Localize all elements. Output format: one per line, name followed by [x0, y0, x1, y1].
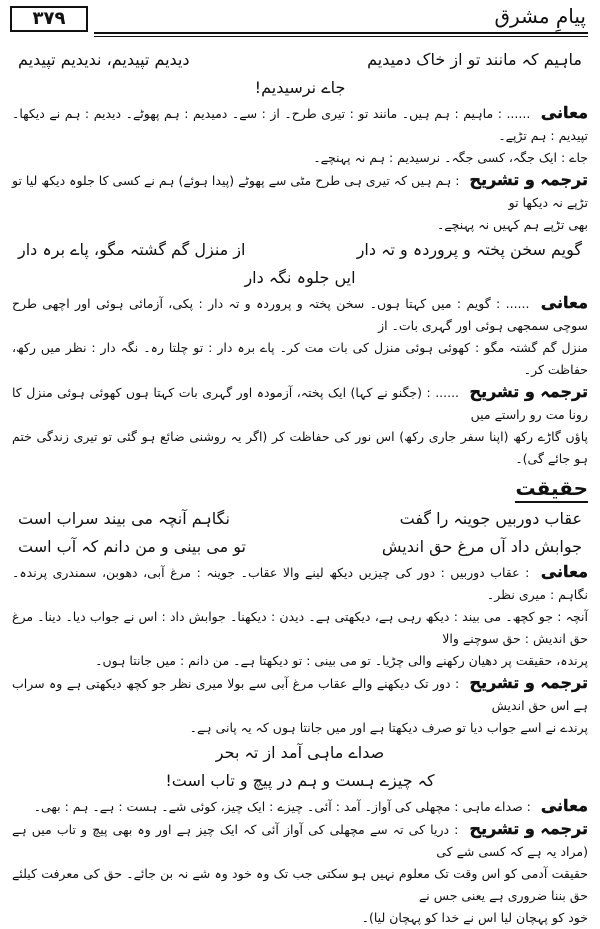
tarjuma-text: : دریا کی تہ سے مچھلی کی آواز آئی کہ ایک چیز ہے اور وہ بھی پیچ و تاب میں ہے (مراد یہ ہے کہ کسی شے کی	[12, 822, 588, 859]
verse-line: صداے ماہی آمد از تہ بحر	[215, 743, 385, 762]
verse-line: ایں جلوہ نگہ دار	[244, 268, 356, 287]
maani-paragraph	[12, 795, 588, 818]
page-header	[10, 2, 588, 42]
verse-line	[12, 46, 588, 74]
tarjuma-text: ...... : (جگنو نے کہا) ایک پختہ، آزمودہ اور گہری بات کہتا ہوں کھوئی ہوئی منزل کا رونا مت رو راستے میں	[12, 385, 588, 422]
tarjuma-continuation: بھی تڑپے ہم کہیں نہ پہنچے۔	[436, 217, 588, 232]
verse-hemistich-right: ماہیم کہ مانند تو از خاک دمیدیم	[367, 50, 582, 69]
tarjuma-text: : دور تک دیکھنے والے عقاب مرغ آبی سے بولا میری نظر جو کچھ دیکھتی ہے وہ سراب ہے اس حق اندیش	[12, 676, 588, 713]
tarjuma-paragraph	[12, 381, 588, 426]
maani-paragraph	[12, 292, 588, 337]
tarjuma-continuation: پاؤں گاڑے رکھ (اپنا سفر جاری رکھ) اس نور کی حفاظت کر (اگر یہ روشنی ضائع ہو گئی تو تیری زندگی ختم ہو جائے گی)۔	[12, 429, 588, 466]
tarjuma-continuation: پرندے نے اسے جواب دیا تو صرف دیکھتا ہے اور میں جانتا ہوں کہ یہ پانی ہے۔	[189, 720, 588, 735]
maani-continuation: جاے : ایک جگہ، کسی جگہ۔ نرسیدیم : ہم نہ پہنچے۔	[313, 150, 588, 165]
page-content	[12, 46, 588, 929]
maani-paragraph	[12, 102, 588, 147]
verse-hemistich-right: عقاب دوربیں جوینہ را گفت	[399, 509, 582, 528]
tarjuma-paragraph	[12, 672, 588, 717]
maani-continuation: آنچہ : جو کچھ۔ می بیند : دیکھ رہی ہے، دیکھتی ہے۔ دیدن : دیکھنا۔ جوابش داد : اس نے جواب دیا۔ دینا۔ مرغ حق اندیش : حق سوچنے والا	[12, 609, 588, 646]
tarjuma-label: ترجمہ و تشریح	[469, 673, 588, 692]
verse-line: کہ چیزے ہست و ہم در پیچ و تاب است!	[165, 771, 435, 790]
book-title: پیامِ مشرق	[486, 4, 586, 28]
verse-line	[12, 505, 588, 533]
maani-continuation: منزل گم گشتہ مگو : کھوئی ہوئی منزل کی بات مت کر۔ پاے برہ دار : تو چلتا رہ۔ نگہ دار : نظر میں رکھ، حفاظت کر۔	[12, 340, 588, 377]
verse-hemistich-left: از منزل گم گشتہ مگو، پاے برہ دار	[18, 240, 246, 259]
header-rule	[94, 32, 588, 34]
tarjuma-label: ترجمہ و تشریح	[469, 382, 588, 401]
section-heading: حقیقت	[515, 476, 588, 503]
tarjuma-paragraph	[12, 818, 588, 863]
maani-label: معانی	[540, 796, 588, 815]
tarjuma-text: : ہم ہیں کہ تیری ہی طرح مٹی سے پھوٹے (پیدا ہوئے) ہم نے کسی کا جلوہ دیکھ لیا تو تڑپے نہ دیکھا تو	[12, 173, 588, 210]
maani-label: معانی	[540, 562, 588, 581]
verse-hemistich-left: دیدیم تپیدیم، ندیدیم تپیدیم	[18, 50, 190, 69]
tarjuma-continuation: حقیقت آدمی کو اس وقت تک معلوم نہیں ہو سکتی جب تک وہ خود وہ شے نہ بن جائے۔ حق کی معرفت کیلئے حق بننا ضروری ہے یعنی جس نے	[12, 866, 588, 903]
maani-text: : صداے ماہی : مچھلی کی آواز۔ آمد : آئی۔ چیزے : ایک چیز، کوئی شے۔ ہست : ہے۔ ہم : بھی۔	[33, 799, 531, 814]
maani-label: معانی	[540, 293, 588, 312]
maani-text: : عقاب دوربیں : دور کی چیزیں دیکھ لینے والا عقاب۔ جوینہ : مرغ آبی، دھوبن، سمندری پرندہ۔ نگاہم : میری نظر۔	[12, 565, 588, 602]
tarjuma-continuation: خود کو پہچان لیا اس نے خدا کو پہچان لیا)۔	[361, 910, 588, 925]
verse-hemistich-left: نگاہم آنچہ می بیند سراب است	[18, 509, 230, 528]
tarjuma-paragraph	[12, 169, 588, 214]
maani-text: ...... : گویم : میں کہتا ہوں۔ سخن پختہ و پروردہ و تہ دار : پکی، آزمائی ہوئی اور اچھی طرح سوچی سمجھی ہوئی اور گہری بات۔ از	[12, 296, 588, 333]
maani-text: ...... : ماہیم : ہم ہیں۔ مانند تو : تیری طرح۔ از : سے۔ دمیدیم : ہم پھوٹے۔ دیدیم : ہم نے دیکھا۔ تپیدیم : ہم تڑپے۔	[12, 106, 588, 143]
verse-line	[12, 533, 588, 561]
page-number: ۳۷۹	[10, 6, 88, 32]
tarjuma-label: ترجمہ و تشریح	[469, 819, 588, 838]
verse-hemistich-right: جوابش داد آں مرغ حق اندیش	[381, 537, 582, 556]
maani-label: معانی	[540, 103, 588, 122]
verse-line: جاے نرسیدیم!	[254, 78, 346, 97]
verse-hemistich-left: تو می بینی و من دانم کہ آب است	[18, 537, 246, 556]
header-rule-thin	[94, 36, 588, 37]
verse-hemistich-right: گویم سخن پختہ و پروردہ و تہ دار	[356, 240, 582, 259]
maani-continuation: پرندہ، حقیقت پر دھیان رکھنے والی چڑیا۔ تو می بینی : تو دیکھتا ہے۔ من دانم : میں جانتا ہوں۔	[95, 653, 588, 668]
verse-line	[12, 236, 588, 264]
maani-paragraph	[12, 561, 588, 606]
tarjuma-label: ترجمہ و تشریح	[469, 170, 588, 189]
